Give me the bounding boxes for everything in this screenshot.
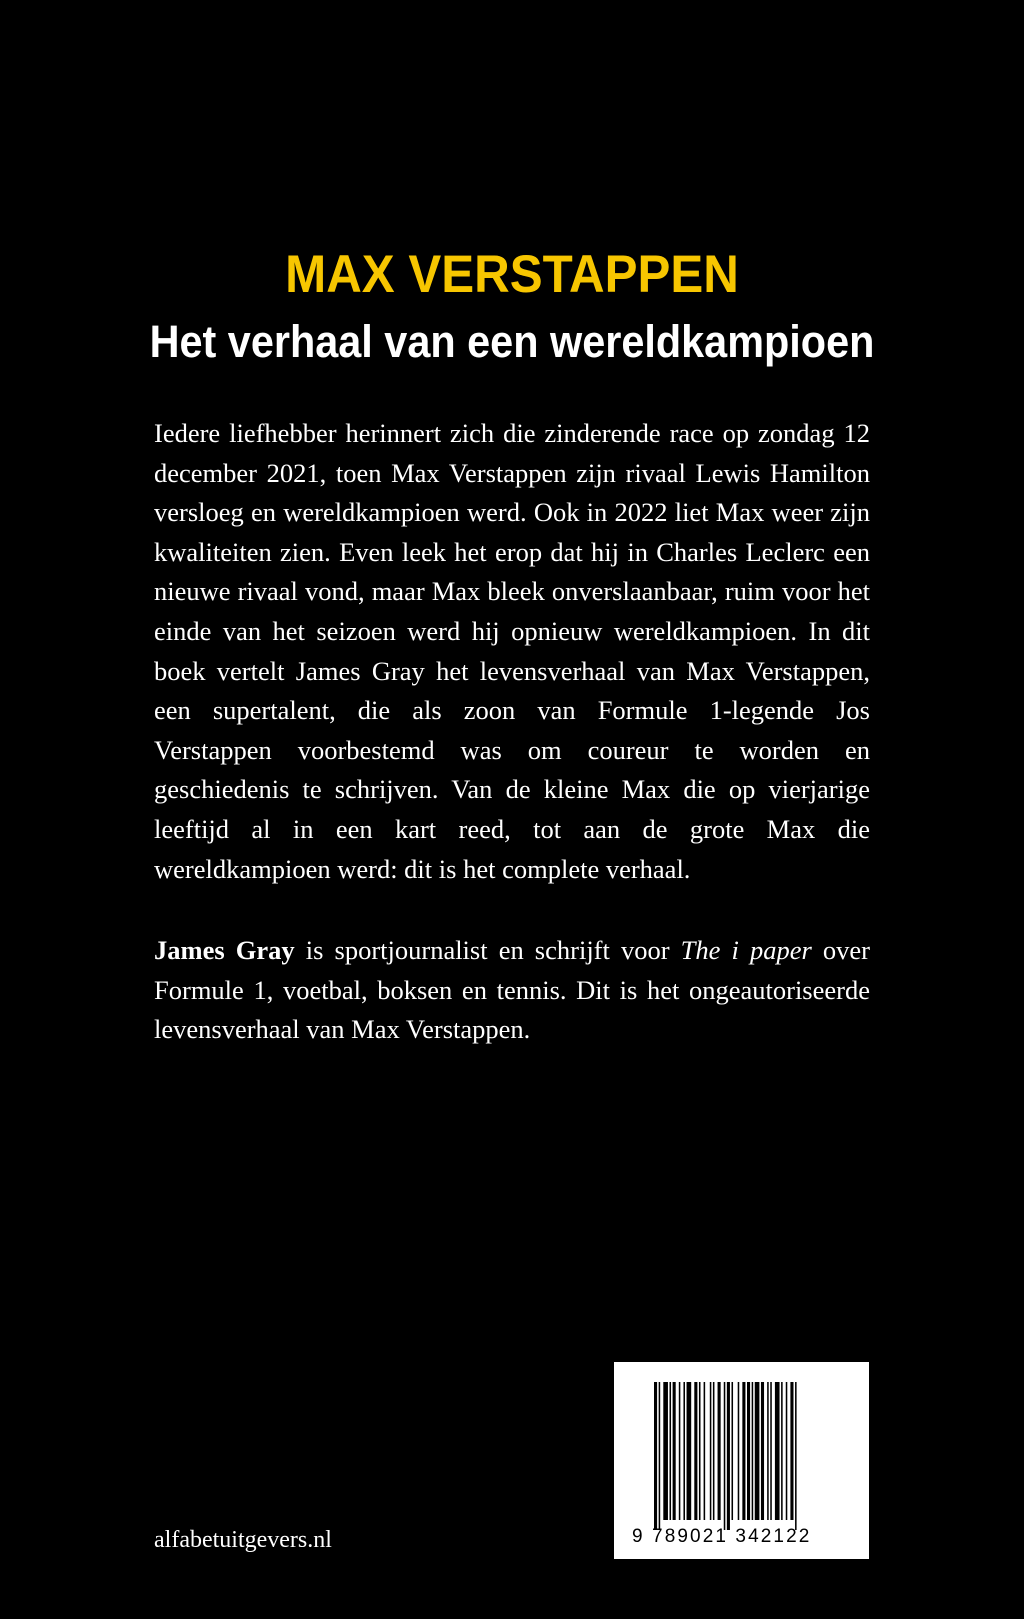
barcode-bar bbox=[755, 1382, 760, 1520]
publisher-website: alfabetuitgevers.nl bbox=[154, 1527, 332, 1553]
barcode-bar bbox=[781, 1382, 783, 1520]
barcode-bar bbox=[687, 1382, 692, 1520]
barcode-bar bbox=[718, 1382, 721, 1520]
barcode-bar bbox=[659, 1382, 661, 1530]
isbn-barcode bbox=[614, 1362, 869, 1559]
barcode-bar bbox=[704, 1382, 706, 1520]
isbn-digits: 9 789021 342122 bbox=[632, 1526, 812, 1547]
book-subtitle: Het verhaal van een wereldkampioen bbox=[149, 316, 875, 367]
barcode-bar bbox=[679, 1382, 681, 1520]
barcode-bar bbox=[786, 1382, 788, 1520]
barcode-bar bbox=[747, 1382, 750, 1520]
barcode-bar bbox=[732, 1382, 734, 1520]
author-name: James Gray bbox=[154, 935, 295, 965]
barcode-bar bbox=[673, 1382, 676, 1520]
barcode-bar bbox=[767, 1382, 769, 1520]
barcode-bar bbox=[670, 1382, 672, 1520]
blurb-paragraph: Iedere liefhebber herinnert zich die zinderende race op zondag 12 december 2021, toen Max Verstappen zijn rivaal Lewis Hamilton versloeg en wereldkampioen werd. Ook in 2022 liet Max weer zijn kwaliteiten zien. Even leek het erop dat hij in Charles Leclerc een nieuwe rivaal vond, maar Max bleek onverslaanbaar, ruim voor het einde van het seizoen werd hij opnieuw wereldkampioen. In dit boek vertelt James Gray het levensverhaal van Max Verstappen, een supertalent, die als zoon van Formule 1-legende Jos Verstappen voorbestemd was om coureur te worden en geschiedenis te schrijven. Van de kleine Max die op vierjarige leeftijd al in een kart reed, tot aan de grote Max die wereldkampioen werd: dit is het complete verhaal. bbox=[154, 418, 870, 884]
barcode-bar bbox=[683, 1382, 685, 1520]
barcode-bar bbox=[713, 1382, 715, 1520]
barcode-bar bbox=[742, 1382, 745, 1520]
barcode-bar bbox=[724, 1382, 726, 1530]
barcode-bar bbox=[770, 1382, 772, 1520]
barcode-bar bbox=[694, 1382, 697, 1520]
barcode-bar bbox=[663, 1382, 668, 1520]
bio-text-part-1: is sportjournalist en schrijft voor bbox=[294, 935, 681, 965]
barcode-bar bbox=[699, 1382, 701, 1520]
barcode-bar bbox=[738, 1382, 740, 1520]
bio-text-part-2: over Formule 1, voetbal, boksen en tennis. Dit is het ongeautoriseerde levensverhaal van Max Verstappen. bbox=[154, 935, 870, 1045]
barcode-bar bbox=[727, 1382, 730, 1530]
barcode-bar bbox=[790, 1382, 793, 1520]
barcode-bar bbox=[710, 1382, 712, 1520]
book-title: MAX VERSTAPPEN bbox=[285, 245, 739, 304]
barcode-bar bbox=[761, 1382, 764, 1520]
barcode-bar bbox=[775, 1382, 780, 1520]
barcode-bar bbox=[654, 1382, 657, 1530]
author-bio-paragraph bbox=[154, 931, 870, 1050]
barcode-bar bbox=[795, 1382, 797, 1530]
newspaper-name: The i paper bbox=[680, 935, 812, 965]
barcode-bar bbox=[752, 1382, 754, 1520]
